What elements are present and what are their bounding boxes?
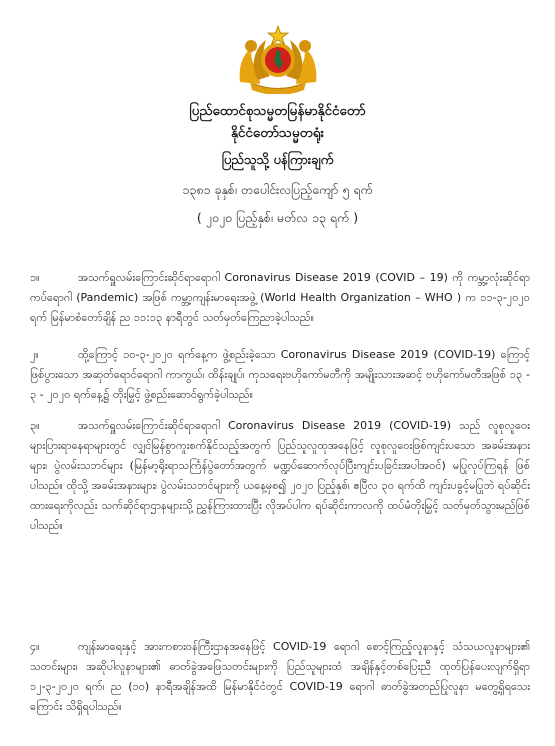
paragraph-number: ၂။: [30, 348, 39, 361]
government-name: ပြည်ထောင်စုသမ္မတမြန်မာနိုင်ငံတော်: [189, 103, 366, 119]
state-seal-emblem: [236, 22, 320, 94]
myanmar-date: ၁၃၈၁ ခုနှစ်၊ တပေါင်းလပြည့်ကျော် ၅ ရက်: [182, 182, 373, 197]
paragraph-text: အသက်ရှူလမ်းကြောင်းဆိုင်ရာရောဂါ Coronavirus Disease 2019 (COVID-19) သည် လူစုလူဝေးများပြားရာနေရာများတွင် လျှင်မြန်စွာကူးစက်နိုင်သည့်အတွက် ပြည်သူလူထုအနေဖြင့် လူစုလူဝေးဖြစ်ကျင်းပသော အခမ်းအနားများ၊ ပွဲလမ်းသဘင်များ (မြန်မာ့ရိုးရာသင်္ကြန်ပွဲတော်အတွက် မဏ္ဍပ်ဆောက်လုပ်ပြီးကျင်းပခြင်းအပါအဝင်) မပြုလုပ်ကြရန် ဖြစ်ပါသည်။ ထိုသို့ အခမ်းအနားများ၊ ပွဲလမ်းသဘင်များကို ယနေ့မှစ၍ ၂၀၂၀ ပြည့်နှစ်၊ ဧပြီလ ၃၀ ရက်ထိ ကျင်းပခွင့်မပြုဘဲ ရပ်ဆိုင်းထားရေးကိုလည်း သက်ဆိုင်ရာဌာနများသို့ ညွှန်ကြားထားပြီး လိုအပ်ပါက ရပ်ဆိုင်းကာလကို ထပ်မံတိုးမြှင့် သတ်မှတ်သွားမည်ဖြစ်ပါသည်။: [30, 419, 530, 532]
paragraph-number: ၁။: [30, 271, 40, 284]
paragraph-text: ကျန်းမာရေးနှင့် အားကစားဝန်ကြီးဌာနအနေဖြင့် COVID-19 ရောဂါ စောင့်ကြည့်လူနာနှင့် သံသယလူနာများ၏ သတင်းများ၊ အဆိုပါလူနာများ၏ ဓာတ်ခွဲအဖြေသတင်းများကို ပြည်သူများထံ အချိန်နှင့်တစ်ပြေးညီ ထုတ်ပြန်ပေးလျက်ရှိရာ ၁၂-၃-၂၀၂၀ ရက်၊ ည (၁၀) နာရီအချိန်အထိ မြန်မာနိုင်ငံတွင် COVID-19 ရောဂါ ဓာတ်ခွဲအတည်ပြုလူနာ မတွေ့ရှိရသေးကြောင်း သိရှိရပါသည်။: [30, 640, 530, 713]
paragraph-4: [30, 637, 530, 717]
paragraph-text: အသက်ရှူလမ်းကြောင်းဆိုင်ရာရောဂါ Coronavirus Disease 2019 (COVID – 19) ကို ကမ္ဘာ့လုံးဆိုင်ရာကပ်ရောဂါ (Pandemic) အဖြစ် ကမ္ဘာ့ကျန်းမာရေးအဖွဲ့ (World Health Organization – WHO ) က ၁၁-၃-၂၀၂၀ ရက် မြန်မာစံတော်ချိန် ည ၁၁:၁၃ နာရီတွင် သတ်မှတ်ကြေညာခဲ့ပါသည်။: [30, 271, 530, 324]
office-name: နိုင်ငံတော်သမ္မတရုံး: [230, 125, 325, 141]
gregorian-date: ( ၂၀၂၀ ပြည့်နှစ်၊ မတ်လ ၁၃ ရက် ): [196, 210, 359, 225]
paragraph-number: ၃။: [30, 419, 40, 432]
paragraph-1: [30, 268, 530, 328]
paragraph-2: [30, 345, 530, 405]
document-type: ပြည်သူသို့ ပန်ကြားချက်: [221, 153, 334, 168]
paragraph-text: ထို့ကြောင့် ၁၀-၃-၂၀၂၀ ရက်နေ့က ဖွဲ့စည်းခဲ့သော Coronavirus Disease 2019 (COVID-19) ကြောင့် ဖြစ်ပွားသော အဆုတ်ရောင်ရောဂါ ကာကွယ်၊ ထိန်းချုပ်၊ ကုသရေးဗဟိုကော်မတီကို အမျိုးသားအဆင့် ဗဟိုကော်မတီအဖြစ် ၁၃ - ၃ - ၂၀၂၀ ရက်နေ့၌ တိုးမြှင့် ဖွဲ့စည်းဆောင်ရွက်ခဲ့ပါသည်။: [30, 348, 530, 401]
paragraph-3: [30, 416, 530, 536]
paragraph-number: ၄။: [30, 640, 40, 653]
